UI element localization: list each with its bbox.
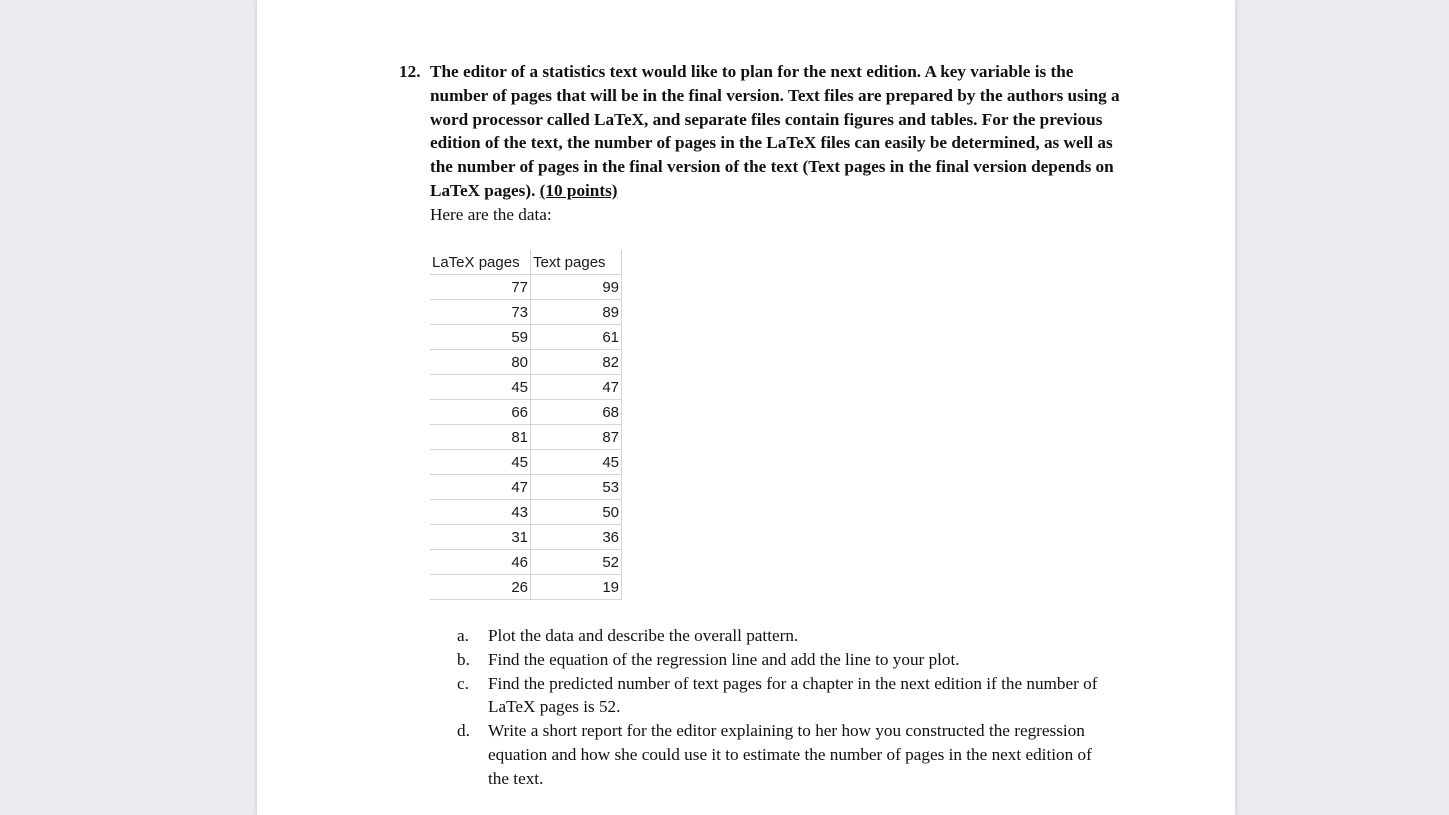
- document-page: [257, 0, 1235, 815]
- question-parts-list: [457, 624, 1107, 791]
- cell-latex-pages: 77: [430, 275, 531, 300]
- cell-text-pages: 19: [531, 575, 622, 600]
- cell-text-pages: 89: [531, 300, 622, 325]
- table-row: [430, 500, 622, 525]
- cell-latex-pages: 31: [430, 525, 531, 550]
- table-row: [430, 325, 622, 350]
- data-intro: Here are the data:: [430, 204, 552, 224]
- cell-text-pages: 52: [531, 550, 622, 575]
- question-12: [399, 60, 1129, 227]
- part-text: Find the predicted number of text pages for a chapter in the next edition if the number of LaTeX pages is 52.: [488, 673, 1098, 717]
- table-row: [430, 550, 622, 575]
- part-text: Find the equation of the regression line and add the line to your plot.: [488, 649, 960, 669]
- part-marker: c.: [457, 673, 469, 693]
- points-label: (10 points): [539, 180, 618, 200]
- cell-latex-pages: 81: [430, 425, 531, 450]
- part-marker: d.: [457, 721, 470, 741]
- cell-text-pages: 68: [531, 400, 622, 425]
- cell-latex-pages: 45: [430, 450, 531, 475]
- cell-text-pages: 53: [531, 475, 622, 500]
- question-number: 12.: [399, 62, 421, 81]
- cell-text-pages: 87: [531, 425, 622, 450]
- part-marker: a.: [457, 626, 469, 645]
- cell-latex-pages: 80: [430, 350, 531, 375]
- cell-text-pages: 45: [531, 450, 622, 475]
- table-row: [430, 275, 622, 300]
- cell-latex-pages: 46: [430, 550, 531, 575]
- table-header-row: [430, 250, 622, 275]
- cell-latex-pages: 45: [430, 375, 531, 400]
- table-row: [430, 300, 622, 325]
- table-body: [430, 275, 622, 600]
- cell-text-pages: 82: [531, 350, 622, 375]
- table-row: [430, 525, 622, 550]
- column-header-text-pages: Text pages: [531, 250, 622, 275]
- cell-latex-pages: 73: [430, 300, 531, 325]
- table-row: [430, 400, 622, 425]
- part-marker: b.: [457, 649, 470, 669]
- question-text-block: [430, 60, 1129, 203]
- cell-text-pages: 99: [531, 275, 622, 300]
- table-row: [430, 450, 622, 475]
- cell-latex-pages: 59: [430, 325, 531, 350]
- cell-text-pages: 61: [531, 325, 622, 350]
- cell-latex-pages: 47: [430, 475, 531, 500]
- cell-latex-pages: 43: [430, 500, 531, 525]
- cell-text-pages: 36: [531, 525, 622, 550]
- cell-text-pages: 47: [531, 375, 622, 400]
- cell-latex-pages: 26: [430, 575, 531, 600]
- table-row: [430, 350, 622, 375]
- part-text: Write a short report for the editor explaining to her how you constructed the regression equation and how she could use it to estimate the number of pages in the next edition of the text.: [488, 721, 1092, 788]
- question-text: The editor of a statistics text would like to plan for the next edition. A key variable is the number of pages that will be in the final version. Text files are prepared by the authors using a word processor called LaTeX, and separate files contain figures and tables. For the previous edition of the text, the number of pages in the LaTeX files can easily be determined, as well as the number of pages in the final version of the text (Text pages in the final version depends on LaTeX pages).: [430, 62, 1120, 200]
- part-text: Plot the data and describe the overall pattern.: [488, 626, 799, 645]
- table-row: [430, 475, 622, 500]
- table-row: [430, 375, 622, 400]
- cell-text-pages: 50: [531, 500, 622, 525]
- cell-latex-pages: 66: [430, 400, 531, 425]
- question-part: [457, 648, 1107, 672]
- column-header-latex-pages: LaTeX pages: [430, 250, 531, 275]
- data-table: [430, 250, 622, 600]
- table-row: [430, 575, 622, 600]
- table-row: [430, 425, 622, 450]
- question-part: [457, 719, 1107, 790]
- question-part: [457, 624, 1107, 648]
- question-part: [457, 672, 1107, 720]
